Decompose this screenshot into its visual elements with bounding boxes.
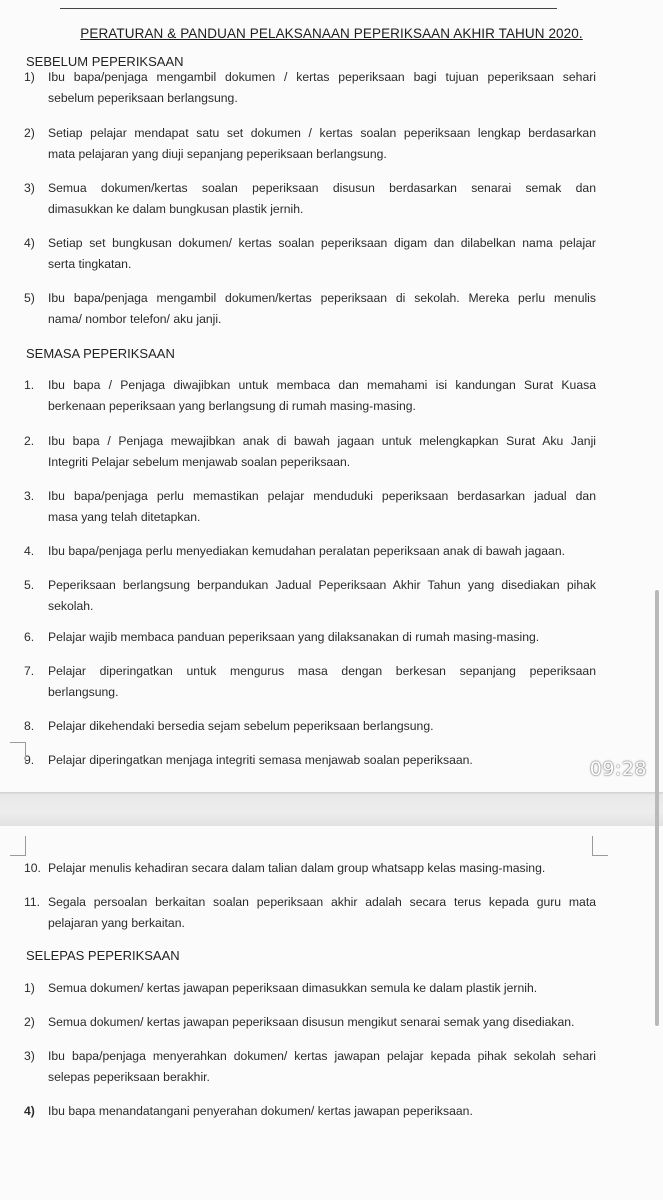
item-number: 10. <box>24 861 41 875</box>
item-number: 11. <box>24 895 41 909</box>
list-item <box>24 892 596 934</box>
item-text-line2: berkenaan peperiksaan yang berlangsung di rumah masing-masing. <box>48 399 416 413</box>
item-number: 1) <box>24 70 35 84</box>
item-text-line2: sekolah. <box>48 599 94 613</box>
item-text-line2: Integriti Pelajar sebelum menjawab soalan peperiksaan. <box>48 455 351 469</box>
item-text-line1: Setiap set bungkusan dokumen/ kertas soalan peperiksaan digam dan dilabelkan nama pelajar <box>48 236 596 250</box>
item-text-line2: pelajaran yang berkaitan. <box>48 916 185 930</box>
list-item <box>24 858 596 879</box>
item-number: 4) <box>24 236 35 250</box>
list-item <box>24 233 596 275</box>
list-item <box>24 178 596 220</box>
item-number: 2) <box>24 126 35 140</box>
item-text-line1: Ibu bapa / Penjaga diwajibkan untuk membaca dan memahami isi kandungan Surat Kuasa <box>48 378 596 392</box>
item-number: 3) <box>24 1049 35 1063</box>
list-item <box>24 67 596 109</box>
item-text-line1: Ibu bapa/penjaga mengambil dokumen / kertas peperiksaan bagi tujuan peperiksaan sehari <box>48 70 596 84</box>
list-item <box>24 1046 596 1088</box>
item-text-line1: Semua dokumen/ kertas jawapan peperiksaan disusun mengikut senarai semak yang disediakan. <box>48 1015 575 1029</box>
list-item <box>24 978 596 999</box>
crop-corner-mark <box>10 836 26 856</box>
item-number: 3) <box>24 181 35 195</box>
item-text-line1: Pelajar diperingatkan menjaga integriti semasa menjawab soalan peperiksaan. <box>48 753 473 767</box>
item-text-line1: Segala persoalan berkaitan soalan peperiksaan akhir adalah secara terus kepada guru mata <box>48 895 596 909</box>
list-item <box>24 1101 596 1122</box>
document-title: PERATURAN & PANDUAN PELAKSANAAN PEPERIKSAAN AKHIR TAHUN 2020. <box>80 26 583 41</box>
item-text-line1: Ibu bapa / Penjaga mewajibkan anak di bawah jagaan untuk melengkapkan Surat Aku Janji <box>48 434 596 448</box>
item-text-line2: nama/ nombor telefon/ aku janji. <box>48 312 222 326</box>
item-text-line1: Ibu bapa/penjaga mengambil dokumen/kertas peperiksaan di sekolah. Mereka perlu menulis <box>48 291 596 305</box>
list-item <box>24 288 596 330</box>
list-item <box>24 661 596 703</box>
item-text-line1: Semua dokumen/ kertas jawapan peperiksaan dimasukkan semula ke dalam plastik jernih. <box>48 981 538 995</box>
item-number: 4. <box>24 544 35 558</box>
item-text-line1: Pelajar diperingatkan untuk mengurus masa dengan berkesan sepanjang peperiksaan <box>48 664 596 678</box>
item-number: 7. <box>24 664 35 678</box>
list-item <box>24 123 596 165</box>
list-item <box>24 541 596 562</box>
item-number: 3. <box>24 489 35 503</box>
item-text-line1: Semua dokumen/kertas soalan peperiksaan disusun berdasarkan senarai semak dan <box>48 181 596 195</box>
item-text-line2: berlangsung. <box>48 685 119 699</box>
page-break <box>0 792 663 826</box>
item-text-line1: Ibu bapa/penjaga perlu memastikan pelajar menduduki peperiksaan berdasarkan jadual dan <box>48 489 596 503</box>
item-text-line1: Peperiksaan berlangsung berpandukan Jadual Peperiksaan Akhir Tahun yang disediakan pihak <box>48 578 596 592</box>
list-item <box>24 750 596 771</box>
item-text-line2: masa yang telah ditetapkan. <box>48 510 201 524</box>
crop-corner-mark <box>592 836 608 856</box>
crop-corner-mark <box>10 742 26 762</box>
item-text-line2: mata pelajaran yang diuji sepanjang peperiksaan berlangsung. <box>48 147 387 161</box>
item-number: 9. <box>24 753 35 767</box>
header-rule <box>60 8 557 9</box>
list-item <box>24 716 596 737</box>
section-heading-semasa: SEMASA PEPERIKSAAN <box>26 346 175 361</box>
item-number: 5. <box>24 578 35 592</box>
item-text-line1: Setiap pelajar mendapat satu set dokumen / kertas soalan peperiksaan lengkap berdasarkan <box>48 126 596 140</box>
item-number: 4) <box>24 1104 35 1118</box>
section-heading-selepas: SELEPAS PEPERIKSAAN <box>26 948 180 963</box>
item-text-line1: Ibu bapa/penjaga menyerahkan dokumen/ kertas jawapan pelajar kepada pihak sekolah sehari <box>48 1049 596 1063</box>
item-number: 1) <box>24 981 35 995</box>
list-item <box>24 375 596 417</box>
item-number: 1. <box>24 378 35 392</box>
item-number: 8. <box>24 719 35 733</box>
item-number: 2. <box>24 434 35 448</box>
list-item <box>24 431 596 473</box>
item-text-line1: Pelajar menulis kehadiran secara dalam talian dalam group whatsapp kelas masing-masing. <box>48 861 546 875</box>
scrollbar[interactable] <box>655 590 659 1026</box>
item-text-line1: Ibu bapa/penjaga perlu menyediakan kemudahan peralatan peperiksaan anak di bawah jagaan. <box>48 544 565 558</box>
item-text-line2: selepas peperiksaan berakhir. <box>48 1070 210 1084</box>
item-number: 5) <box>24 291 35 305</box>
list-item <box>24 486 596 528</box>
video-timestamp: 09:28 <box>589 758 647 780</box>
item-number: 6. <box>24 630 35 644</box>
item-text-line2: sebelum peperiksaan berlangsung. <box>48 91 238 105</box>
item-text-line2: dimasukkan ke dalam bungkusan plastik jernih. <box>48 202 304 216</box>
item-text-line1: Pelajar dikehendaki bersedia sejam sebelum peperiksaan berlangsung. <box>48 719 434 733</box>
section-heading-sebelum: SEBELUM PEPERIKSAAN <box>26 54 184 69</box>
item-text-line1: Ibu bapa menandatangani penyerahan dokumen/ kertas jawapan peperiksaan. <box>48 1104 473 1118</box>
list-item <box>24 1012 596 1033</box>
item-text-line2: serta tingkatan. <box>48 257 132 271</box>
item-number: 2) <box>24 1015 35 1029</box>
list-item <box>24 575 596 617</box>
item-text-line1: Pelajar wajib membaca panduan peperiksaan yang dilaksanakan di rumah masing-masing. <box>48 630 540 644</box>
list-item <box>24 627 596 648</box>
